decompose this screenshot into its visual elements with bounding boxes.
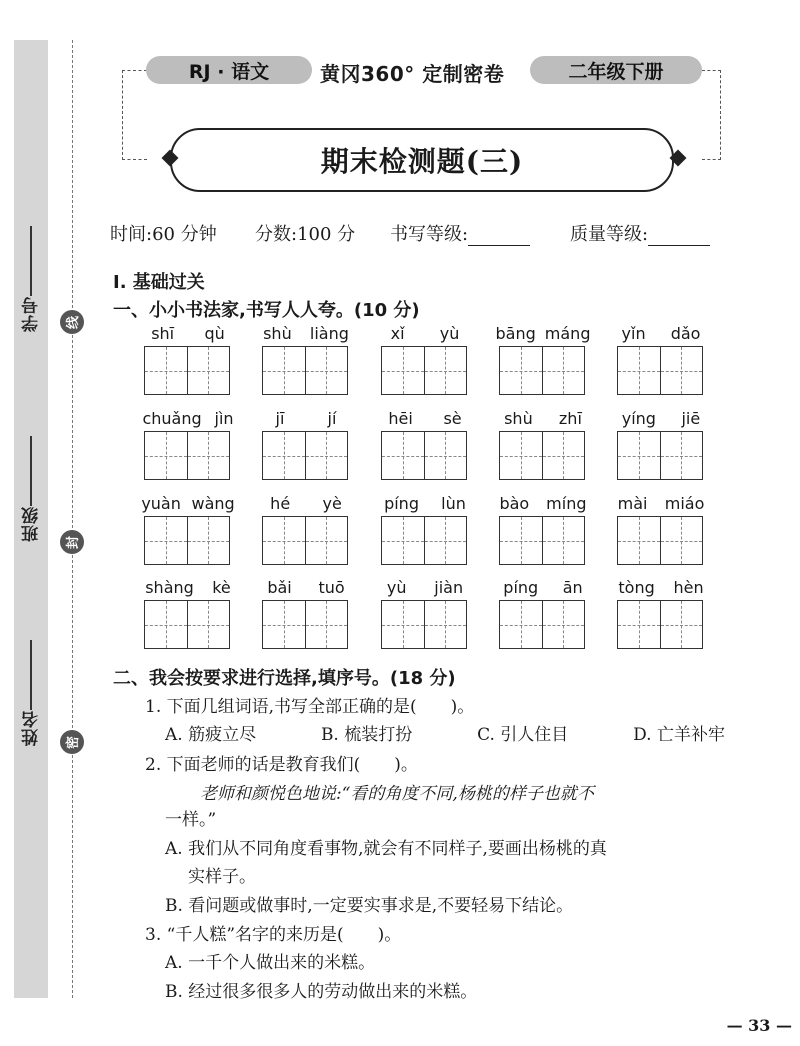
pinyin-syllable: tòng: [618, 578, 655, 597]
class-blank: [30, 436, 32, 506]
tianzige-box[interactable]: [500, 601, 543, 648]
pinyin-syllable: shù: [263, 324, 292, 343]
pinyin-syllable: jí: [327, 409, 337, 428]
pinyin-label: [136, 409, 240, 431]
writing-boxes[interactable]: [144, 431, 230, 480]
tianzige-box[interactable]: [145, 601, 188, 648]
writing-boxes[interactable]: [499, 431, 585, 480]
tianzige-box[interactable]: [188, 517, 230, 564]
tianzige-box[interactable]: [382, 601, 425, 648]
tianzige-box[interactable]: [306, 517, 348, 564]
q2-1-stem: 1. 下面几组词语,书写全部正确的是( )。: [145, 697, 475, 717]
pinyin-label: [373, 409, 477, 431]
student-id-blank: [30, 226, 32, 296]
tianzige-box[interactable]: [263, 347, 306, 394]
pinyin-syllable: jī: [275, 409, 285, 428]
pinyin-syllable: míng: [546, 494, 587, 513]
pinyin-syllable: kè: [212, 578, 231, 597]
page-number: — 33 —: [726, 1016, 792, 1035]
option-a: A. 筋疲立尽: [165, 725, 257, 745]
pinyin-syllable: zhī: [558, 409, 582, 428]
tianzige-box[interactable]: [263, 601, 306, 648]
tianzige-box[interactable]: [382, 347, 425, 394]
tianzige-box[interactable]: [425, 432, 467, 479]
option-d: D. 亡羊补牢: [633, 725, 725, 745]
writing-level: [390, 220, 530, 246]
writing-boxes[interactable]: [381, 600, 467, 649]
time-info: 时间:60 分钟: [110, 224, 217, 245]
pinyin-syllable: hé: [270, 494, 291, 513]
tianzige-box[interactable]: [661, 601, 703, 648]
part-heading: Ⅰ. 基础过关: [113, 272, 205, 293]
pinyin-syllable: yù: [386, 578, 407, 597]
pinyin-syllable: yǐn: [621, 324, 646, 343]
seal-seal: 封: [60, 530, 84, 554]
writing-boxes[interactable]: [262, 346, 348, 395]
pinyin-syllable: wàng: [191, 494, 235, 513]
tianzige-box[interactable]: [661, 432, 703, 479]
q2-2-quote: 老师和颜悦色地说:“看的角度不同,杨桃的样子也就不: [200, 784, 594, 804]
tianzige-box[interactable]: [500, 432, 543, 479]
writing-boxes[interactable]: [381, 516, 467, 565]
pinyin-syllable: bǎi: [267, 578, 292, 597]
quality-level: [570, 220, 710, 246]
pinyin-syllable: yuàn: [141, 494, 181, 513]
writing-boxes[interactable]: [617, 431, 703, 480]
pinyin-label: [609, 409, 713, 431]
writing-boxes[interactable]: [499, 516, 585, 565]
pinyin-syllable: jiàn: [434, 578, 464, 597]
pinyin-syllable: ān: [562, 578, 583, 597]
tianzige-box[interactable]: [543, 601, 585, 648]
writing-boxes[interactable]: [144, 346, 230, 395]
pinyin-syllable: miáo: [664, 494, 705, 513]
pinyin-label: [609, 494, 713, 516]
pinyin-label: [491, 494, 595, 516]
tianzige-box[interactable]: [500, 517, 543, 564]
writing-level-blank: [468, 227, 530, 246]
writing-boxes[interactable]: [262, 516, 348, 565]
writing-boxes[interactable]: [144, 516, 230, 565]
tianzige-box[interactable]: [145, 432, 188, 479]
writing-boxes[interactable]: [499, 346, 585, 395]
writing-boxes[interactable]: [617, 346, 703, 395]
q2-2-option-a-cont: 实样子。: [188, 867, 256, 887]
writing-boxes[interactable]: [262, 600, 348, 649]
pinyin-syllable: shù: [504, 409, 533, 428]
pinyin-label: [491, 578, 595, 600]
pinyin-syllable: mài: [617, 494, 648, 513]
tianzige-box[interactable]: [618, 347, 661, 394]
tianzige-box[interactable]: [500, 347, 543, 394]
quality-level-blank: [648, 227, 710, 246]
q2-2-stem: 2. 下面老师的话是教育我们( )。: [145, 755, 418, 775]
exam-title: 期末检测题(三): [320, 145, 524, 178]
q2-3-option-b: B. 经过很多很多人的劳动做出来的米糕。: [165, 982, 478, 1002]
pinyin-syllable: máng: [544, 324, 591, 343]
tianzige-box[interactable]: [425, 517, 467, 564]
pinyin-syllable: liàng: [309, 324, 349, 343]
question-1-heading: 一、小小书法家,书写人人夸。(10 分): [113, 300, 420, 321]
pinyin-label: [254, 578, 358, 600]
pinyin-syllable: chuǎng: [142, 409, 202, 428]
pinyin-syllable: xǐ: [390, 324, 405, 343]
pinyin-label: [136, 578, 240, 600]
pinyin-label: [254, 494, 358, 516]
tianzige-box[interactable]: [306, 432, 348, 479]
option-c: C. 引人住目: [477, 725, 569, 745]
pinyin-label: [136, 494, 240, 516]
name-field: [14, 636, 48, 746]
pinyin-label: [491, 324, 595, 346]
tianzige-box[interactable]: [188, 432, 230, 479]
q2-3-option-a: A. 一千个人做出来的米糕。: [165, 953, 376, 973]
series-title: 黄冈360° 定制密卷: [320, 62, 505, 86]
writing-boxes[interactable]: [499, 600, 585, 649]
tianzige-box[interactable]: [263, 517, 306, 564]
name-label: 姓名: [21, 710, 42, 746]
pinyin-syllable: yè: [322, 494, 342, 513]
tianzige-box[interactable]: [145, 347, 188, 394]
tianzige-box[interactable]: [306, 347, 348, 394]
subject-badge: RJ · 语文: [146, 56, 312, 84]
class-field: [14, 432, 48, 542]
writing-boxes[interactable]: [381, 346, 467, 395]
tianzige-box[interactable]: [618, 601, 661, 648]
tianzige-box[interactable]: [661, 347, 703, 394]
tianzige-box[interactable]: [618, 517, 661, 564]
pinyin-label: [373, 578, 477, 600]
writing-boxes[interactable]: [617, 600, 703, 649]
tianzige-box[interactable]: [382, 517, 425, 564]
pinyin-label: [491, 409, 595, 431]
pinyin-syllable: jiē: [681, 409, 701, 428]
tianzige-box[interactable]: [425, 347, 467, 394]
q2-2-option-a: A. 我们从不同角度看事物,就会有不同样子,要画出杨桃的真: [165, 839, 607, 859]
pinyin-syllable: hèn: [673, 578, 704, 597]
cut-line: [72, 40, 73, 998]
q2-2-quote-end: 一样。”: [165, 810, 217, 830]
pinyin-syllable: píng: [384, 494, 419, 513]
pinyin-syllable: yù: [439, 324, 460, 343]
name-blank: [30, 640, 32, 710]
tianzige-box[interactable]: [382, 432, 425, 479]
score-info: 分数:100 分: [255, 224, 356, 245]
pinyin-syllable: yíng: [621, 409, 656, 428]
pinyin-syllable: bào: [499, 494, 530, 513]
pinyin-syllable: píng: [503, 578, 539, 597]
question-2-heading: 二、我会按要求进行选择,填序号。(18 分): [113, 668, 456, 689]
pinyin-label: [254, 409, 358, 431]
pinyin-syllable: dǎo: [670, 324, 701, 343]
tianzige-box[interactable]: [543, 347, 585, 394]
tianzige-box[interactable]: [543, 432, 585, 479]
tianzige-box[interactable]: [661, 517, 703, 564]
pinyin-label: [609, 324, 713, 346]
pinyin-syllable: qù: [204, 324, 225, 343]
pinyin-label: [609, 578, 713, 600]
tianzige-box[interactable]: [618, 432, 661, 479]
pinyin-syllable: jìn: [214, 409, 234, 428]
option-b: B. 梳装打扮: [320, 725, 413, 745]
pinyin-syllable: shàng: [145, 578, 194, 597]
writing-boxes[interactable]: [617, 516, 703, 565]
writing-boxes[interactable]: [381, 431, 467, 480]
tianzige-box[interactable]: [425, 601, 467, 648]
pinyin-syllable: hēi: [388, 409, 413, 428]
tianzige-box[interactable]: [306, 601, 348, 648]
pinyin-label: [373, 324, 477, 346]
quality-level-label: 质量等级:: [570, 224, 649, 245]
class-label: 班级: [21, 506, 42, 542]
pinyin-label: [373, 494, 477, 516]
tianzige-box[interactable]: [543, 517, 585, 564]
q2-2-option-b: B. 看问题或做事时,一定要实事求是,不要轻易下结论。: [165, 896, 574, 916]
pinyin-syllable: tuō: [318, 578, 345, 597]
pinyin-syllable: bāng: [495, 324, 536, 343]
student-id-field: [14, 222, 48, 332]
pinyin-syllable: sè: [443, 409, 462, 428]
seal-secret: 密: [60, 730, 84, 754]
tianzige-box[interactable]: [188, 601, 230, 648]
pinyin-label: [136, 324, 240, 346]
tianzige-box[interactable]: [263, 432, 306, 479]
q2-1-options: [165, 720, 725, 745]
writing-boxes[interactable]: [262, 431, 348, 480]
pinyin-label: [254, 324, 358, 346]
tianzige-box[interactable]: [188, 347, 230, 394]
q2-3-stem: 3. “千人糕”名字的来历是( )。: [145, 925, 402, 945]
seal-line: 线: [60, 310, 84, 334]
writing-level-label: 书写等级:: [390, 224, 469, 245]
left-connector: [122, 70, 147, 160]
grade-badge: 二年级下册: [530, 56, 702, 84]
right-connector: [702, 70, 721, 160]
student-id-label: 学号: [21, 296, 42, 332]
pinyin-syllable: lùn: [441, 494, 466, 513]
pinyin-syllable: shī: [151, 324, 175, 343]
tianzige-box[interactable]: [145, 517, 188, 564]
writing-boxes[interactable]: [144, 600, 230, 649]
